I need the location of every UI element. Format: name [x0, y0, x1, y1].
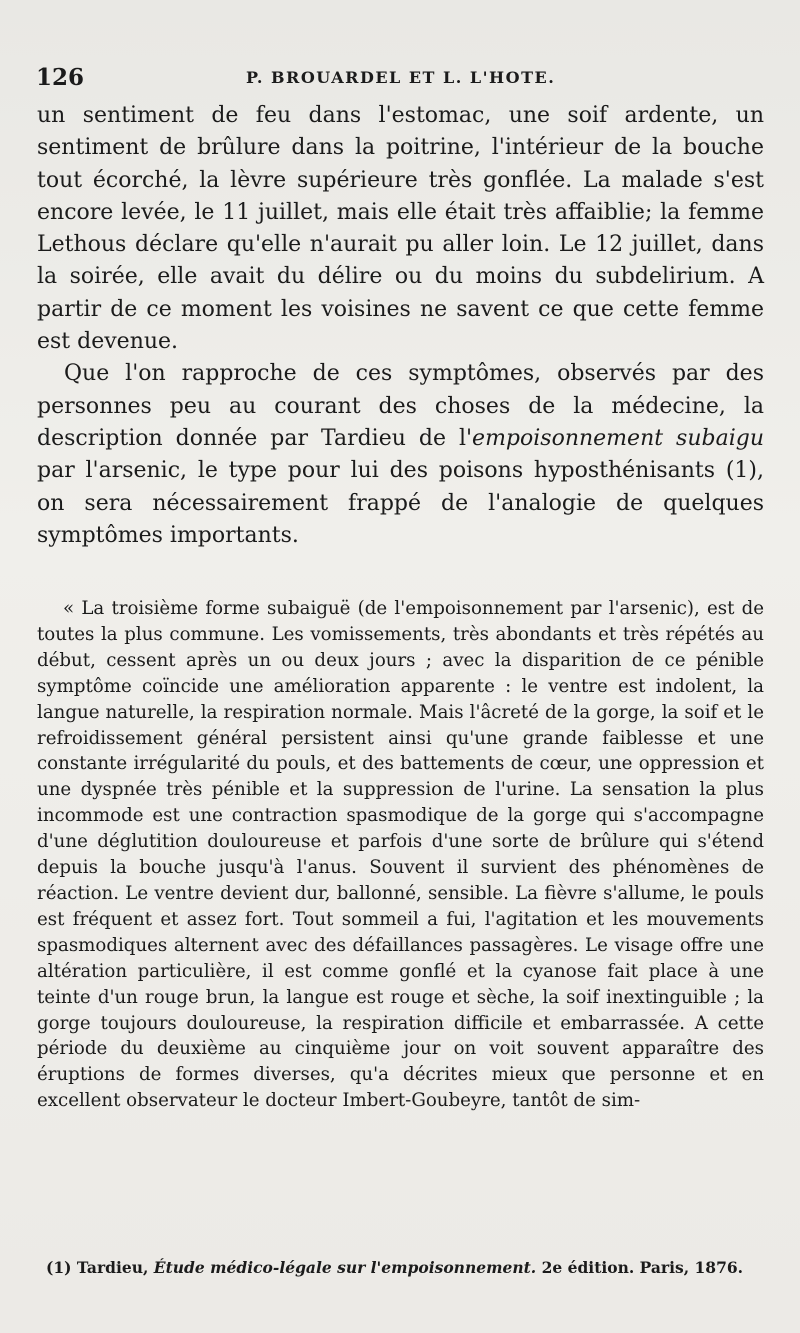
footnote — [46, 1258, 764, 1278]
paragraph-comparison — [37, 358, 764, 552]
main-text — [37, 100, 764, 552]
footnote-marker: (1) Tardieu, — [46, 1258, 149, 1277]
quote-paragraph: « La troisième forme subaiguë (de l'empoisonnement par l'arsenic), est de toutes la plus commune. Les vomissements, très abondants et très répétés au début, cessent après un ou deux jours ; avec la disparition de ce pénible symptôme coïncide une amélioration apparente : le ventre est indolent, la langue naturelle, la respiration normale. Mais l'âcreté de la gorge, la soif et le refroidissement général persistent ainsi qu'une grande faiblesse et une constante irrégularité du pouls, et des battements de cœur, une oppression et une dyspnée très pénible et la suppression de l'urine. La sensation la plus incommode est une contraction spasmodique de la gorge qui s'accompagne d'une déglutition douloureuse et parfois d'une sorte de brûlure qui s'étend depuis la bouche jusqu'à l'anus. Souvent il survient des phénomènes de réaction. Le ventre devient dur, ballonné, sensible. La fièvre s'allume, le pouls est fréquent et assez fort. Tout sommeil a fui, l'agitation et les mouvements spasmodiques alternent avec des défaillances passagères. Le visage offre une altération particulière, il est comme gonflé et la cyanose fait place à une teinte d'un rouge brun, la langue est rouge et sèche, la soif inextinguible ; la gorge toujours douloureuse, la respiration difficile et embarrassée. A cette période du deuxième au cinquième jour on voit souvent apparaître des éruptions de formes diverses, qu'a décrites mieux que personne et en excellent observateur le docteur Imbert-Goubeyre, tantôt de sim- — [37, 598, 764, 1112]
running-head: P. BROUARDEL ET L. L'HOTE. — [246, 68, 556, 87]
footnote-work-title: Étude médico-légale sur l'empoisonnement. — [153, 1258, 537, 1277]
paragraph-comparison-italic: empoisonnement subaigu — [472, 425, 764, 451]
block-quote — [37, 596, 764, 1114]
page-header — [36, 64, 766, 96]
paragraph-comparison-start: Que l'on rapproche de ces symptômes, observés par des personnes peu au courant des choses de la médecine, la description donnée par Tardieu de l' — [37, 361, 764, 451]
footnote-edition: 2e édition. Paris, 1876. — [536, 1258, 744, 1277]
page-number: 126 — [36, 64, 85, 91]
paragraph-comparison-end: par l'arsenic, le type pour lui des poisons hyposthénisants (1), on sera nécessairement frappé de l'analogie de quelques symptômes importants. — [37, 458, 764, 548]
paragraph-continued: un sentiment de feu dans l'estomac, une soif ardente, un sentiment de brûlure dans la poitrine, l'intérieur de la bouche tout écorché, la lèvre supérieure très gonflée. La malade s'est encore levée, le 11 juillet, mais elle était très affaiblie; la femme Lethous déclare qu'elle n'aurait pu aller loin. Le 12 juillet, dans la soirée, elle avait du délire ou du moins du subdelirium. A partir de ce moment les voisines ne savent ce que cette femme est devenue. — [37, 103, 764, 355]
